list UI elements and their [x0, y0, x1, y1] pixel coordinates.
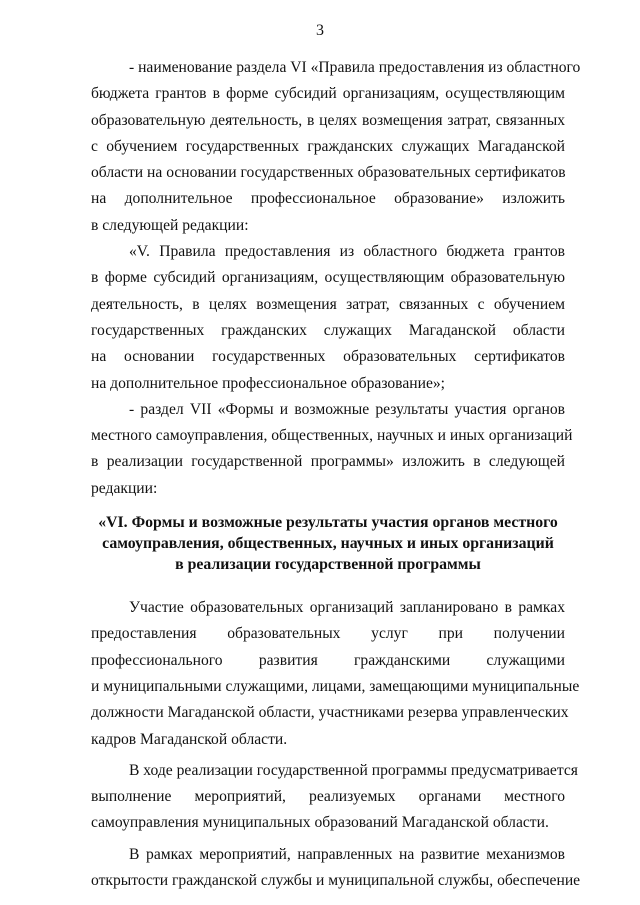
document-body [91, 55, 581, 894]
text-line: местного самоуправления, общественных, научных и иных организаций [91, 427, 573, 445]
text-line: кадров Магаданской области. [91, 730, 288, 748]
paragraph-openness-mechanisms [91, 842, 581, 895]
text-line: предоставления образовательных услуг при получении [91, 625, 565, 643]
text-line: Участие образовательных организаций запланировано в рамках [129, 599, 565, 617]
text-line: «V. Правила предоставления из областного бюджета грантов [129, 243, 565, 261]
text-line: профессионального развития гражданскими служащими [91, 651, 565, 669]
heading-line: в реализации государственной программы [175, 556, 481, 574]
page-number: 3 [316, 22, 324, 39]
text-line: на дополнительное профессиональное образование» изложить [91, 190, 565, 208]
text-line: самоуправления муниципальных образований Магаданской области. [91, 814, 549, 832]
text-line: с обучением государственных гражданских служащих Магаданской [91, 137, 565, 155]
paragraph-section-vii-rename [91, 397, 573, 502]
text-line: и муниципальными служащими, лицами, замещающими муниципальные [91, 677, 580, 695]
heading-line: «VI. Формы и возможные результаты участия органов местного [98, 514, 558, 532]
text-line: В рамках мероприятий, направленных на развитие механизмов [129, 845, 565, 863]
paragraph-section-vi-rename [91, 55, 581, 239]
text-line: должности Магаданской области, участниками резерва управленческих [91, 704, 569, 722]
text-line: на дополнительное профессиональное образование»; [91, 374, 446, 392]
text-line: на основании государственных образовательных сертификатов [91, 348, 565, 366]
paragraph-section-v-title [91, 239, 565, 397]
text-line: бюджета грантов в форме субсидий организациям, осуществляющим [91, 85, 565, 103]
text-line: образовательную деятельность, в целях возмещения затрат, связанных [91, 111, 565, 129]
text-line: - наименование раздела VI «Правила предоставления из областного [129, 59, 581, 76]
text-line: редакции: [91, 479, 158, 497]
text-line: открытости гражданской службы и муниципальной службы, обеспечение [91, 872, 581, 890]
text-line: государственных гражданских служащих Магаданской области [91, 321, 565, 339]
text-line: деятельность, в целях возмещения затрат, связанных с обучением [91, 295, 565, 313]
paragraph-program-implementation [91, 758, 578, 837]
text-line: области на основании государственных образовательных сертификатов [91, 164, 566, 182]
text-line: В ходе реализации государственной программы предусматривается [129, 761, 578, 779]
heading-line: самоуправления, общественных, научных и иных организаций [102, 535, 554, 553]
text-line: в форме субсидий организациям, осуществляющим образовательную [91, 269, 565, 287]
text-line: в реализации государственной программы» изложить в следующей [91, 453, 565, 471]
text-line: - раздел VII «Формы и возможные результаты участия органов [129, 400, 565, 418]
paragraph-educational-organizations [91, 595, 580, 753]
text-line: в следующей редакции: [91, 216, 249, 234]
text-line: выполнение мероприятий, реализуемых органами местного [91, 788, 565, 806]
section-heading [91, 512, 565, 575]
